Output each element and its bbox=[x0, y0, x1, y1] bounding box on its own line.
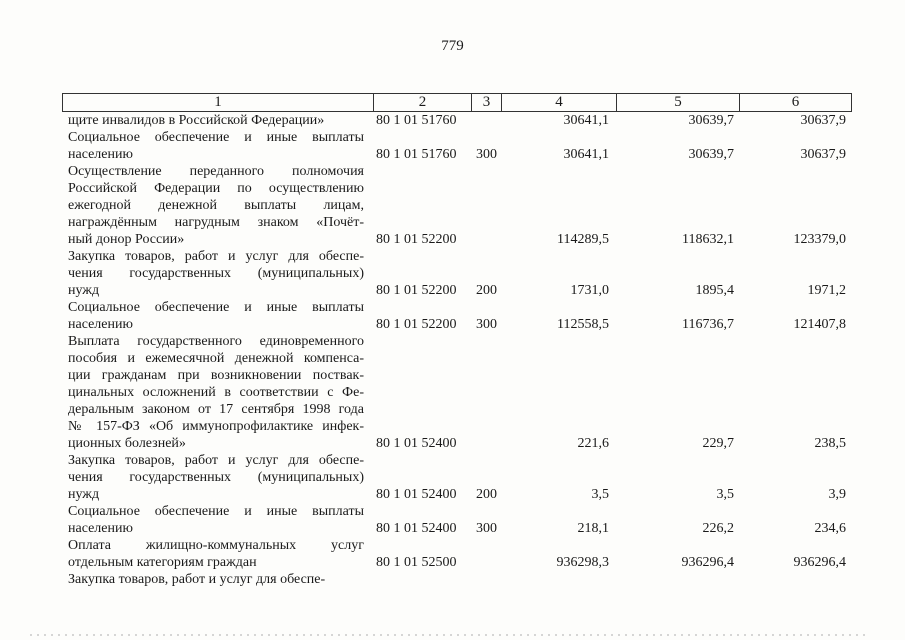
row-value-col5: 118632,1 bbox=[682, 232, 734, 247]
header-col-5: 5 bbox=[616, 94, 739, 111]
description-line: чения государственных (муниципальных) bbox=[68, 470, 364, 485]
description-line: населению bbox=[68, 317, 133, 332]
row-value-col6: 238,5 bbox=[814, 436, 846, 451]
row-value-col4: 218,1 bbox=[577, 521, 609, 536]
description-line: Закупка товаров, работ и услуг для обеспе- bbox=[68, 249, 364, 264]
table-row bbox=[0, 112, 905, 129]
table-row bbox=[0, 333, 905, 452]
row-value-col4: 30641,1 bbox=[563, 147, 609, 162]
header-col-4: 4 bbox=[501, 94, 616, 111]
row-value-col6: 3,9 bbox=[828, 487, 846, 502]
table-row bbox=[0, 299, 905, 333]
description-line: ежегодной денежной выплаты лицам, bbox=[68, 198, 364, 213]
description-line: чения государственных (муниципальных) bbox=[68, 266, 364, 281]
header-col-2: 2 bbox=[373, 94, 471, 111]
row-expense-kind: 300 bbox=[476, 147, 497, 162]
description-line: Осуществление переданного полномочия bbox=[68, 164, 364, 179]
description-line: деральным законом от 17 сентября 1998 года bbox=[68, 402, 364, 417]
row-expense-kind: 300 bbox=[476, 521, 497, 536]
row-description bbox=[68, 333, 364, 452]
description-line: пособия и ежемесячной денежной компенса- bbox=[68, 351, 364, 366]
row-value-col6: 30637,9 bbox=[800, 113, 846, 128]
row-value-col5: 936296,4 bbox=[681, 555, 734, 570]
row-value-col4: 114289,5 bbox=[557, 232, 609, 247]
row-value-col6: 121407,8 bbox=[793, 317, 846, 332]
row-description bbox=[68, 571, 364, 588]
row-description bbox=[68, 503, 364, 537]
description-line: Оплата жилищно-коммунальных услуг bbox=[68, 538, 364, 553]
row-description bbox=[68, 163, 364, 248]
scan-artifact-divider bbox=[30, 634, 870, 636]
row-description bbox=[68, 112, 364, 129]
row-code: 80 1 01 51760 bbox=[376, 113, 457, 128]
description-line: Российской Федерации по осуществлению bbox=[68, 181, 364, 196]
row-expense-kind: 200 bbox=[476, 283, 497, 298]
row-description bbox=[68, 299, 364, 333]
description-line: Закупка товаров, работ и услуг для обеспе- bbox=[68, 572, 326, 587]
row-expense-kind: 300 bbox=[476, 317, 497, 332]
row-code: 80 1 01 52500 bbox=[376, 555, 457, 570]
row-code: 80 1 01 51760 bbox=[376, 147, 457, 162]
row-value-col5: 30639,7 bbox=[688, 113, 734, 128]
description-line: нужд bbox=[68, 283, 100, 298]
header-col-3: 3 bbox=[471, 94, 501, 111]
table-row bbox=[0, 571, 905, 588]
description-line: населению bbox=[68, 521, 133, 536]
row-value-col6: 30637,9 bbox=[800, 147, 846, 162]
row-value-col5: 116736,7 bbox=[682, 317, 734, 332]
description-line: награждённым нагрудным знаком «Почёт- bbox=[68, 215, 364, 230]
row-value-col5: 1895,4 bbox=[695, 283, 734, 298]
description-line: Социальное обеспечение и иные выплаты bbox=[68, 300, 364, 315]
table-row bbox=[0, 129, 905, 163]
description-line: населению bbox=[68, 147, 133, 162]
description-line: Закупка товаров, работ и услуг для обеспе- bbox=[68, 453, 364, 468]
row-description bbox=[68, 537, 364, 571]
description-line: Социальное обеспечение и иные выплаты bbox=[68, 504, 364, 519]
description-line: Выплата государственного единовременного bbox=[68, 334, 364, 349]
row-code: 80 1 01 52200 bbox=[376, 317, 457, 332]
table-row bbox=[0, 163, 905, 248]
description-line: ции гражданам при возникновении поствак- bbox=[68, 368, 364, 383]
row-value-col5: 30639,7 bbox=[688, 147, 734, 162]
row-description bbox=[68, 248, 364, 299]
description-line: щите инвалидов в Российской Федерации» bbox=[68, 113, 325, 128]
row-code: 80 1 01 52400 bbox=[376, 436, 457, 451]
row-code: 80 1 01 52200 bbox=[376, 283, 457, 298]
row-code: 80 1 01 52200 bbox=[376, 232, 457, 247]
row-value-col4: 3,5 bbox=[591, 487, 609, 502]
page-number: 779 bbox=[441, 38, 464, 54]
row-value-col6: 234,6 bbox=[814, 521, 846, 536]
description-line: Социальное обеспечение и иные выплаты bbox=[68, 130, 364, 145]
table-row bbox=[0, 452, 905, 503]
row-value-col6: 123379,0 bbox=[793, 232, 846, 247]
description-line: ционных болезней» bbox=[68, 436, 186, 451]
row-expense-kind: 200 bbox=[476, 487, 497, 502]
row-value-col5: 226,2 bbox=[702, 521, 734, 536]
row-value-col4: 30641,1 bbox=[563, 113, 609, 128]
row-value-col4: 112558,5 bbox=[557, 317, 609, 332]
row-value-col4: 1731,0 bbox=[570, 283, 609, 298]
description-line: № 157-ФЗ «Об иммунопрофилактике инфек- bbox=[68, 419, 364, 434]
row-value-col6: 1971,2 bbox=[807, 283, 846, 298]
description-line: отдельным категориям граждан bbox=[68, 555, 257, 570]
description-line: ный донор России» bbox=[68, 232, 185, 247]
row-value-col6: 936296,4 bbox=[793, 555, 846, 570]
row-description bbox=[68, 129, 364, 163]
row-code: 80 1 01 52400 bbox=[376, 487, 457, 502]
description-line: цинальных осложнений в соответствии с Фе- bbox=[68, 385, 364, 400]
description-line: нужд bbox=[68, 487, 100, 502]
header-col-6: 6 bbox=[739, 94, 851, 111]
row-value-col4: 221,6 bbox=[577, 436, 609, 451]
table-row bbox=[0, 537, 905, 571]
header-col-1: 1 bbox=[214, 94, 222, 110]
row-value-col4: 936298,3 bbox=[556, 555, 609, 570]
table-header bbox=[62, 93, 852, 112]
table-row bbox=[0, 248, 905, 299]
row-code: 80 1 01 52400 bbox=[376, 521, 457, 536]
row-value-col5: 229,7 bbox=[702, 436, 734, 451]
row-description bbox=[68, 452, 364, 503]
table-row bbox=[0, 503, 905, 537]
row-value-col5: 3,5 bbox=[716, 487, 734, 502]
